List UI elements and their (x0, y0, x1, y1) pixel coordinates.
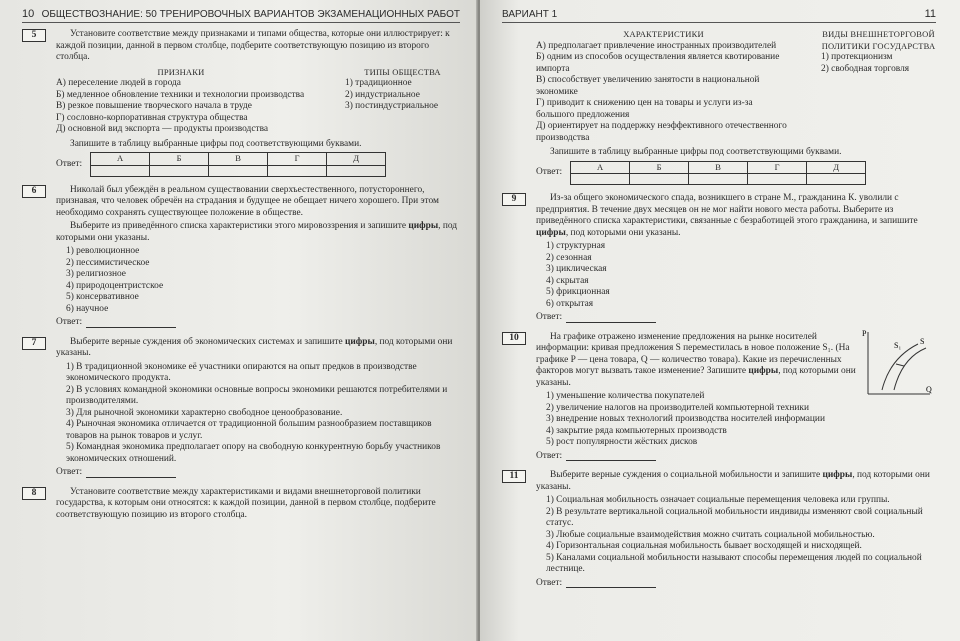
answer-cell[interactable] (630, 174, 689, 185)
option-item: 5) консервативное (66, 292, 139, 302)
instruction-keyword: цифры (344, 336, 375, 347)
options-list (536, 241, 936, 310)
answer-line[interactable] (566, 313, 656, 323)
curve-label-s1: S₁ (894, 340, 902, 350)
task-9 (502, 193, 936, 324)
curve-s1 (882, 344, 918, 390)
left-page (0, 0, 478, 641)
answer-row (536, 312, 936, 324)
task-intro (536, 332, 858, 390)
answer-cell[interactable] (209, 165, 268, 176)
left-header (22, 8, 460, 23)
instruction-keyword: цифры (408, 221, 439, 231)
list-item: Д) ориентирует на поддержку неэффективного отечественного производства (536, 121, 787, 143)
list-item: В) резкое повышение творческого начала в труде (56, 101, 252, 111)
matching-columns (536, 29, 936, 144)
instruction-keyword: цифры (822, 470, 853, 480)
option-item: 2) сезонная (546, 252, 592, 263)
answer-cell[interactable] (807, 174, 866, 185)
answer-cell[interactable] (689, 174, 748, 185)
list-item: 1) традиционное (345, 78, 412, 88)
option-item: 3) религиозное (66, 269, 126, 279)
list-item: 2) свободная торговля (821, 63, 910, 74)
answer-label: Ответ: (56, 467, 83, 477)
instruction-text: , под которыми они указаны. (565, 227, 681, 238)
answer-label: Ответ: (56, 158, 83, 169)
option-item: 2) пессимистическое (66, 257, 150, 268)
option-item: 5) рост популярности жёстких дисков (546, 437, 698, 447)
list-item: 1) протекционизм (821, 52, 893, 62)
task-8-continued (502, 29, 936, 185)
instruction-text: Выберите верные суждения об экономических системах и запишите (70, 336, 343, 347)
task-number: 8 (22, 487, 46, 500)
answer-line[interactable] (566, 578, 656, 588)
column-head: ХАРАКТЕРИСТИКИ (623, 29, 704, 39)
answer-cell[interactable] (571, 174, 630, 185)
answer-label: Ответ: (536, 577, 563, 588)
answer-row (536, 161, 936, 186)
curve-label-s: S (920, 336, 925, 346)
option-item: 2) В условиях командной экономики основные вопросы экономики решаются потребителями и производителями. (66, 384, 448, 406)
task-intro: Николай был убеждён в реальном существовании сверхъестественного, потустороннего, признавая, что человек обречён на страдания и будущее не обещает ничего хорошего. При этом необходимо сохранять существующее положение в обществе. (56, 184, 439, 218)
answer-row (56, 467, 460, 479)
column-head: ПРИЗНАКИ (157, 66, 205, 77)
option-item: 5) Командная экономика предполагает опору на свободную конкурентную борьбу участников экономических отношений. (66, 442, 441, 464)
task-instruction (536, 470, 936, 493)
letter-cell: Г (748, 161, 807, 174)
answer-cell[interactable] (91, 165, 150, 176)
task-10 (502, 328, 936, 463)
task-8 (22, 487, 460, 522)
option-item: 4) природоцентристское (66, 280, 164, 291)
column-head: ВИДЫ ВНЕШНЕТОРГОВОЙ ПОЛИТИКИ ГОСУДАРСТВА (821, 29, 936, 51)
answer-line[interactable] (566, 451, 656, 461)
option-item: 6) научное (66, 303, 109, 314)
letter-cell: Б (150, 153, 209, 166)
list-item: Г) приводит к снижению цен на товары и услуги из-за большого предложения (536, 98, 753, 120)
option-item: 6) открытая (546, 298, 594, 309)
task-11 (502, 470, 936, 589)
options-list (56, 246, 460, 315)
option-item: 1) Социальная мобильность означает социальные перемещения человека или группы. (546, 495, 890, 505)
option-item: 1) структурная (546, 241, 606, 251)
answer-cell[interactable] (748, 174, 807, 185)
axis-label-p: P (862, 328, 867, 338)
list-item: 2) индустриальное (345, 89, 420, 100)
option-item: 4) Рыночная экономика отличается от традиционной большим разнообразием поставщиков товаров на рынок товаров и услуг. (66, 419, 432, 441)
page-number: 11 (924, 8, 936, 20)
table-note: Запишите в таблицу выбранные цифры под соответствующими буквами. (550, 147, 842, 157)
option-item: 4) скрытая (546, 275, 589, 286)
option-item: 1) революционное (66, 246, 140, 256)
answer-label: Ответ: (536, 167, 563, 177)
letter-cell: А (91, 153, 150, 166)
answer-table[interactable] (90, 152, 386, 177)
answer-cell[interactable] (150, 165, 209, 176)
answer-row (56, 152, 460, 177)
task-number: 6 (22, 185, 46, 198)
task-instruction (56, 337, 460, 360)
list-item: 3) постиндустриальное (345, 101, 439, 111)
task-5 (22, 29, 460, 177)
list-item: Д) основной вид экспорта — продукты производства (56, 124, 269, 134)
option-item: 3) внедрение новых технологий производства носителей информации (546, 414, 825, 424)
answer-cell[interactable] (327, 165, 386, 176)
letter-cell: Д (327, 153, 386, 166)
page-number: 10 (22, 8, 35, 20)
instruction-keyword: цифры (536, 227, 566, 238)
answer-row (536, 451, 936, 463)
task-instruction (56, 221, 460, 244)
option-item: 1) уменьшение количества покупателей (546, 391, 705, 401)
intro-text: На графике отражено изменение предложения на рынке носителей информации: кривая предложения S переместилась в новое положение S₁. (На графике P — цена товара, Q — количество товара). Какие из перечисленных факторов могут вызвать такое изменение? Запишите (536, 331, 850, 376)
instruction-text: Выберите из приведённого списка характеристики этого мировоззрения и запишите (70, 221, 406, 231)
letter-cell: Д (807, 161, 866, 174)
letter-cell: А (571, 161, 630, 174)
instruction-text: , под которыми они указаны. (56, 221, 458, 243)
answer-table[interactable] (570, 161, 866, 186)
answer-label: Ответ: (536, 450, 563, 461)
task-number: 5 (22, 29, 46, 42)
list-item: А) предполагает привлечение иностранных производителей (536, 40, 777, 51)
intro-text: Из-за общего экономического спада, возникшего в стране М., гражданина К. уволили с предприятия. В течение двух месяцев он не мог найти нового места работы. Выберите из приведённого списка характеристики, связанные с безработицей этого гражданина, и запишите (536, 193, 918, 226)
header-title: ОБЩЕСТВОЗНАНИЕ: 50 ТРЕНИРОВОЧНЫХ ВАРИАНТОВ ЭКЗАМЕНАЦИОННЫХ РАБОТ (41, 9, 460, 20)
table-note: Запишите в таблицу выбранные цифры под соответствующими буквами. (70, 138, 362, 149)
answer-label: Ответ: (56, 317, 83, 327)
answer-line[interactable] (86, 318, 176, 328)
right-page (480, 0, 960, 641)
task-number: 10 (502, 332, 526, 345)
matching-columns (56, 67, 460, 136)
letter-cell: В (209, 153, 268, 166)
task-intro: Установите соответствие между признаками и типами общества, которые они иллюстрирует: к каждой позиции, данной в первом столбце, подберите соответствующую позицию из второго столбца. (56, 29, 450, 62)
letter-cell: Б (630, 161, 689, 174)
task-6 (22, 185, 460, 329)
instruction-keyword: цифры (748, 366, 779, 376)
list-item: Б) медленное обновление техники и технологии производства (56, 89, 305, 100)
letter-cell: Г (268, 153, 327, 166)
instruction-text: Выберите верные суждения о социальной мобильности и запишите (550, 470, 821, 480)
supply-shift-graph (860, 328, 934, 398)
answer-line[interactable] (86, 468, 176, 478)
letter-cell: В (689, 161, 748, 174)
option-item: 5) фрикционная (546, 287, 610, 297)
option-item: 3) Для рыночной экономики характерно свободное ценообразование. (66, 407, 343, 418)
options-list (536, 391, 936, 449)
task-intro (536, 193, 936, 239)
option-item: 4) Горизонтальная социальная мобильность бывает восходящей и нисходящей. (546, 541, 862, 551)
answer-row (56, 317, 460, 329)
task-number: 7 (22, 337, 46, 350)
task-7 (22, 337, 460, 479)
list-item: В) способствует увеличению занятости в национальной экономике (536, 75, 760, 97)
options-list (536, 495, 936, 576)
answer-label: Ответ: (536, 312, 563, 322)
task-number: 11 (502, 470, 526, 483)
list-item: А) переселение людей в города (56, 78, 181, 88)
instruction-text: , под которыми они указаны. (536, 366, 856, 388)
instruction-text: , под которыми они указаны. (536, 470, 930, 492)
option-item: 3) циклическая (546, 264, 607, 274)
option-item: 1) В традиционной экономике её участники опираются на опыт предков в производстве экономического продукта. (66, 361, 417, 383)
options-list (56, 362, 460, 466)
instruction-text: , под которыми они указаны. (56, 336, 453, 358)
list-item: Б) одним из способов осуществления является квотирование импорта (536, 52, 780, 74)
option-item: 3) Любые социальные взаимодействия можно считать социальной мобильностью. (546, 529, 875, 540)
column-head: ТИПЫ ОБЩЕСТВА (364, 66, 441, 77)
variant-title: ВАРИАНТ 1 (502, 9, 558, 20)
right-header (502, 8, 936, 23)
option-item: 4) закрытие ряда компьютерных производств (546, 425, 727, 436)
answer-row (536, 578, 936, 590)
list-item: Г) сословно-корпоративная структура общества (56, 112, 248, 123)
task-number: 9 (502, 193, 526, 206)
curve-s (894, 348, 926, 390)
option-item: 2) В результате вертикальной социальной мобильности индивиды изменяют свой социальный статус. (546, 506, 923, 528)
option-item: 5) Каналами социальной мобильности называют способы перемещения людей по социальной лестнице. (546, 552, 922, 574)
axis-label-q: Q (926, 384, 932, 394)
option-item: 2) увеличение налогов на производителей компьютерной техники (546, 402, 809, 413)
task-intro: Установите соответствие между характеристиками и видами внешнеторговой политики государства, к которым они относятся: к каждой позиции, данной в первом столбце, подберите соответствующую позицию из второго столбца. (56, 486, 436, 520)
shift-arrow (896, 364, 904, 366)
answer-cell[interactable] (268, 165, 327, 176)
